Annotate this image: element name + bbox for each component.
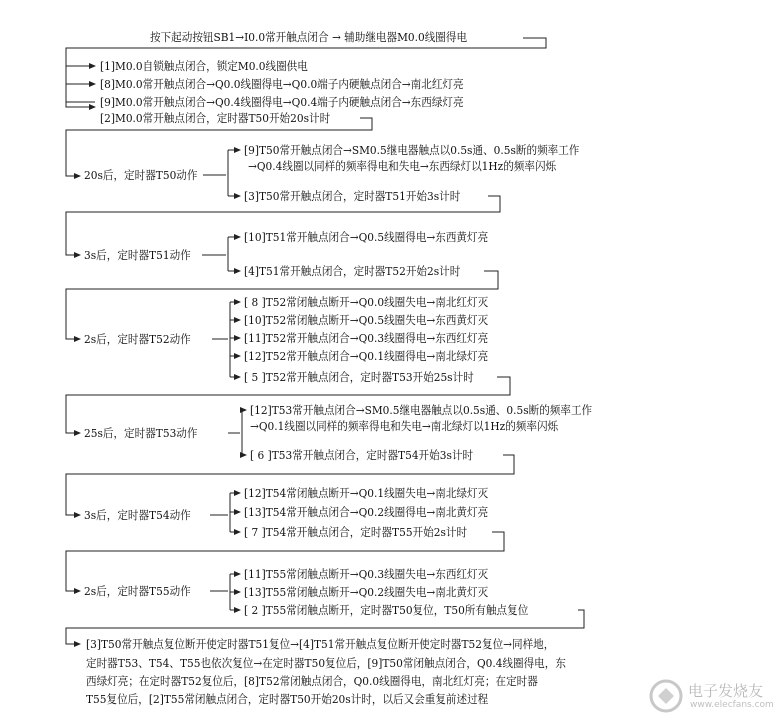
- stage4-label: 25s后，定时器T53动作: [84, 426, 198, 440]
- stage3-item-1: [ 8 ]T52常闭触点断开→Q0.0线圈失电→南北红灯灭: [244, 295, 489, 309]
- block1-item-4: [2]M0.0常开触点闭合，定时器T50开始20s计时: [100, 111, 331, 125]
- stage2-item-1: [10]T51常开触点闭合→Q0.5线圈得电→东西黄灯亮: [244, 230, 489, 244]
- stage5-item-3: [ 7 ]T54常开触点闭合，定时器T55开始2s计时: [244, 525, 468, 539]
- stage6-item-3: [ 2 ]T55常闭触点断开，定时器T50复位，T50所有触点复位: [244, 603, 529, 617]
- stage1-label: 20s后，定时器T50动作: [84, 168, 198, 182]
- watermark-brand: 电子发烧友: [688, 682, 764, 700]
- stage1-item-2: →Q0.4线圈以同样的频率得电和失电→东西绿灯以1Hz的频率闪烁: [248, 159, 557, 173]
- connector-stage6: [66, 532, 504, 591]
- connector-stage2: [66, 196, 500, 255]
- stage2-label: 3s后，定时器T51动作: [84, 248, 191, 262]
- start-step: 按下起动按钮SB1→I0.0常开触点闭合 → 辅助继电器M0.0线圈得电: [150, 30, 468, 44]
- block1-item-2: [8]M0.0常开触点闭合→Q0.0线圈得电→Q0.0端子内硬触点闭合→南北红灯亮: [100, 77, 464, 91]
- stage1-item-1: [9]T50常开触点闭合→SM0.5继电器触点以0.5s通、0.5s断的频率工作: [244, 143, 580, 157]
- stage5-item-2: [13]T54常开触点闭合→Q0.2线圈得电→南北黄灯亮: [244, 505, 489, 519]
- stage5-label: 3s后，定时器T54动作: [84, 508, 191, 522]
- stage1-item-3: [3]T50常开触点闭合，定时器T51开始3s计时: [244, 189, 461, 203]
- stage6-item-2: [13]T55常闭触点断开→Q0.2线圈失电→南北黄灯灭: [244, 585, 489, 599]
- stage4-item-3: [ 6 ]T53常开触点闭合，定时器T54开始3s计时: [250, 448, 474, 462]
- stage6-item-1: [11]T55常闭触点断开→Q0.3线圈失电→东西红灯灭: [244, 567, 489, 581]
- stage3-item-5: [ 5 ]T52常开触点闭合，定时器T53开始25s计时: [244, 370, 474, 384]
- stage6-label: 2s后，定时器T55动作: [84, 584, 191, 598]
- stage3-item-2: [10]T52常闭触点断开→Q0.5线圈失电→东西黄灯灭: [244, 313, 489, 327]
- stage3-label: 2s后，定时器T52动作: [84, 332, 191, 346]
- final-line-1: [3]T50常开触点复位断开使定时器T51复位→[4]T51常开触点复位断开使定时器T52复位→同样地，: [86, 637, 555, 651]
- final-line-3: 西绿灯亮；在定时器T52复位后，[8]T52常闭触点闭合，Q0.0线圈得电，南北红灯亮；在定时器: [86, 674, 538, 688]
- stage4-item-1: [12]T53常开触点闭合→SM0.5继电器触点以0.5s通、0.5s断的频率工作: [250, 403, 593, 417]
- watermark-url: www.elecfans.com: [690, 700, 774, 710]
- stage4-item-2: →Q0.1线圈以同样的频率得电和失电→南北绿灯以1Hz的频率闪烁: [250, 419, 559, 433]
- final-line-4: T55复位后，[2]T55常闭触点闭合，定时器T50开始20s计时，以后又会重复前述过程: [86, 692, 489, 706]
- block1-item-3: [9]M0.0常开触点闭合→Q0.4线圈得电→Q0.4端子内硬触点闭合→东西绿灯亮: [100, 95, 464, 109]
- stage2-item-2: [4]T51常开触点闭合，定时器T52开始2s计时: [244, 264, 461, 278]
- stage3-item-4: [12]T52常开触点闭合→Q0.1线圈得电→南北绿灯亮: [244, 349, 489, 363]
- block1-item-1: [1]M0.0自锁触点闭合，锁定M0.0线圈供电: [100, 59, 308, 73]
- stage5-item-1: [12]T54常闭触点断开→Q0.1线圈失电→南北绿灯灭: [244, 486, 489, 500]
- final-line-2: 定时器T53、T54、T55也依次复位→在定时器T50复位后，[9]T50常闭触点闭合，Q0.4线圈得电，东: [86, 656, 566, 670]
- stage3-item-3: [11]T52常开触点闭合→Q0.3线圈得电→东西红灯亮: [244, 331, 489, 345]
